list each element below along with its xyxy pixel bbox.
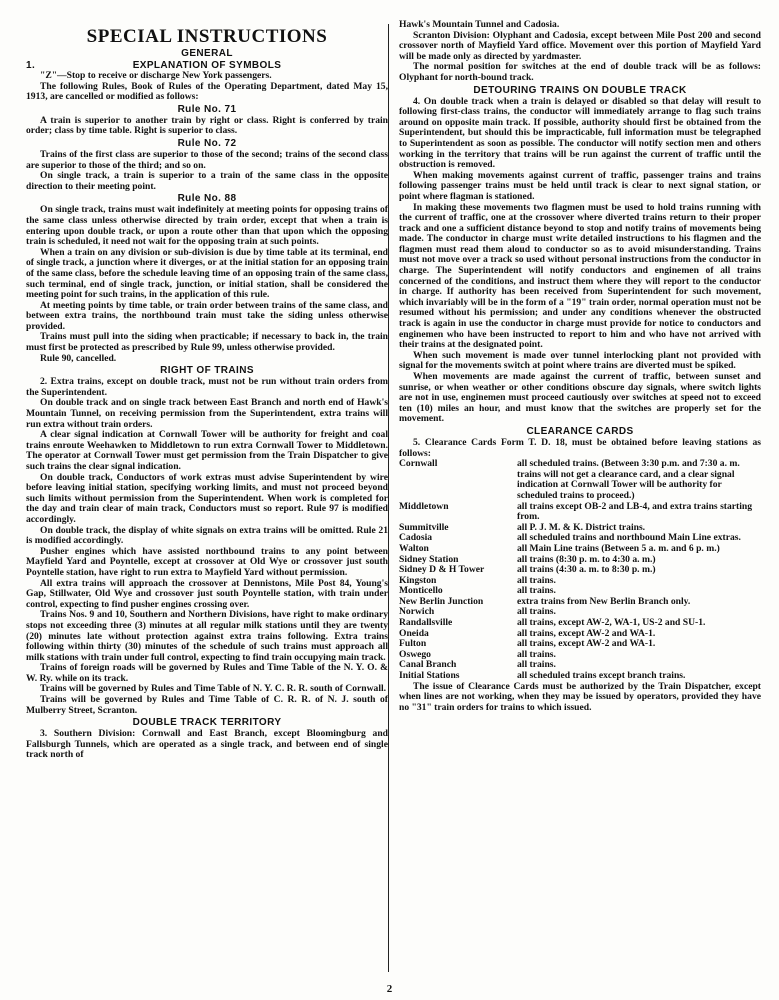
station-name: Kingston	[399, 574, 437, 586]
paragraph: Trains will be governed by Rules and Time Table of C. R. R. of N. J. south of Mulberry Street, Scranton.	[26, 694, 388, 716]
station-instruction: all trains.	[517, 606, 556, 618]
station-instruction: all trains, except AW-2 and WA-1.	[517, 627, 656, 639]
clearance-card-table	[399, 459, 761, 681]
table-row	[399, 544, 761, 555]
station-instruction: all trains.	[517, 648, 556, 660]
station-name: Cornwall	[399, 458, 438, 470]
paragraph: The following Rules, Book of Rules of the Operating Department, dated May 15, 1913, are cancelled or modified as follows:	[26, 80, 388, 103]
paragraph: Pusher engines which have assisted northbound trains to any point between Mayfield Yard and Poyntelle, except at crossover at Old Wye or crossover just south Poyntelle station, have right to run extra to Mayfield Yard without permission.	[26, 545, 388, 578]
paragraph: Hawk's Mountain Tunnel and Cadosia.	[399, 19, 560, 30]
paragraph: The issue of Clearance Cards must be authorized by the Train Dispatcher, except when lines are not working, when they may be issued by operators, provided they have no "31" train orders for trains to which issued.	[399, 680, 761, 713]
section-heading: DOUBLE TRACK TERRITORY	[132, 717, 282, 729]
station-instruction: all scheduled trains and northbound Main Line extras.	[517, 532, 741, 544]
paragraph: On double track and on single track between East Branch and north end of Hawk's Mountain Tunnel, on receiving permission from the Superintendent, extra trains will run extra without train orders.	[26, 397, 388, 430]
general-heading: GENERAL	[181, 48, 233, 59]
section-heading: DETOURING TRAINS ON DOUBLE TRACK	[473, 84, 687, 96]
station-name: Oswego	[399, 648, 431, 660]
table-row	[399, 576, 761, 587]
station-name: Initial Stations	[399, 670, 460, 682]
paragraph: When making movements against current of traffic, passenger trains and trains following passenger trains must be held until track is clear to next signal station, or point where flagman is stationed.	[399, 169, 761, 202]
paragraph: Trains Nos. 9 and 10, Southern and Northern Divisions, have right to make ordinary stops not exceeding three (3) minutes at all regular milk stations until they are twenty (20) minutes late without protection against extra trains following. Extra trains following within thirty (30) minutes of the schedule of such trains must approach all milk stations with train under full control, expecting to find train occupying main track.	[26, 609, 388, 663]
paragraph: On single track, a train is superior to a train of the same class in the opposite direction to their meeting point.	[26, 170, 388, 192]
station-name: Norwich	[399, 606, 435, 618]
station-name: Walton	[399, 542, 429, 554]
station-instruction: all P. J. M. & K. District trains.	[517, 521, 646, 533]
station-name: New Berlin Junction	[399, 595, 484, 607]
station-instruction: all trains.	[517, 585, 556, 597]
paragraph: On double track, the display of white signals on extra trains will be omitted. Rule 21 is modified accordingly.	[26, 524, 388, 547]
station-name: Sidney D & H Tower	[399, 564, 485, 576]
paragraph: 5. Clearance Cards Form T. D. 18, must be obtained before leaving stations as follows:	[399, 436, 761, 459]
station-instruction: all trains (4:30 a. m. to 8:30 p. m.)	[517, 564, 656, 576]
paragraph: 4. On double track when a train is delayed or disabled so that delay will result to following first-class trains, the conductor will immediately arrange to flag such trains around on opposite main track. If possible, authority should first be obtained from the Superintendent, but should this be impracticable, full information must be telegraphed to Superintendent as soon as possible. The conductor will notify section men and others working in the territory that trains will be run against the current of traffic until the obstruction is removed.	[399, 95, 761, 171]
page-number: 2	[386, 983, 393, 995]
station-name: Canal Branch	[399, 659, 457, 671]
paragraph: At meeting points by time table, or train order between trains of the same class, and between extra trains, the northbound train must take the siding unless otherwise provided.	[26, 299, 388, 332]
paragraph: Scranton Division: Olyphant and Cadosia, except between Mile Post 200 and second crossover north of Mayfield Yard office. Movement over this portion of Mayfield Yard will be made only as directed by yardmaster.	[399, 29, 761, 62]
table-row	[399, 502, 761, 523]
station-instruction: all trains, except AW-2, WA-1, US-2 and SU-1.	[517, 617, 706, 629]
station-instruction: all Main Line trains (Between 5 a. m. and 6 p. m.)	[517, 542, 720, 554]
paragraph: When movements are made against the current of traffic, between sunset and sunrise, or when weather or other conditions obscure day signals, where switch lights are not in use, enginemen must proceed cautiously over switches at speed not to exceed ten (10) miles an hour, and must know that the switches are properly set for the movement.	[399, 371, 761, 425]
station-name: Monticello	[399, 585, 443, 597]
station-name: Sidney Station	[399, 553, 459, 565]
station-name: Randallsville	[399, 617, 453, 629]
station-instruction: extra trains from New Berlin Branch only.	[517, 595, 691, 607]
station-instruction: all trains (8:30 p. m. to 4:30 a. m.)	[517, 553, 656, 565]
table-row	[399, 459, 761, 501]
paragraph: Trains of the first class are superior to those of the second; trains of the second class are superior to those of the third; and so on.	[26, 148, 388, 171]
paragraph: All extra trains will approach the crossover at Dennistons, Mile Post 84, Young's Gap, Stillwater, Old Wye and crossover just south Poyntelle station, with train under control, expecting to find pusher engines crossing over.	[26, 577, 388, 610]
station-name: Fulton	[399, 638, 427, 650]
right-column	[399, 20, 761, 713]
symbols-heading: EXPLANATION OF SYMBOLS	[132, 60, 282, 71]
station-instruction: all trains.	[517, 574, 556, 586]
paragraph: "Z"—Stop to receive or discharge New York passengers.	[40, 70, 272, 81]
station-name: Oneida	[399, 627, 429, 639]
paragraph: 2. Extra trains, except on double track, must not be run without train orders from the Superintendent.	[26, 376, 388, 398]
paragraph: Trains must pull into the siding when practicable; if necessary to back in, the train must first be protected as prescribed by Rule 99, unless otherwise provided.	[26, 331, 388, 354]
station-instruction: all trains.	[517, 659, 556, 671]
item-number: 1.	[26, 60, 36, 71]
section-heading: CLEARANCE CARDS	[526, 425, 634, 437]
paragraph: In making these movements two flagmen must be used to hold trains running with the current of traffic, one at the crossover where diverted trains return to their proper track and one a sufficient distance beyond to stop and notify trains of movements being made. The conductor in charge must write detailed instructions to his flagmen and the flagmen must read them aloud to conductor so as to avoid misunderstanding. Trains must not move over a track so used without personal instructions from the conductor in charge. The Superintendent will notify conductors and enginemen of all trains concerned of the conditions, and instruct them where they will report to the conductor in charge. If authority has been received from Superintendent for such movement, which invariably will be in the form of a "19" train order, normal operation must not be resumed without his permission; and under any conditions whenever the obstructed track is again in use the conductor in charge must provide for notice to conductors and enginemen who have been instructed to report to him and who have not arrived with their trains at the designated point.	[399, 201, 761, 351]
page-title: SPECIAL INSTRUCTIONS	[86, 26, 328, 47]
paragraph: Trains will be governed by Rules and Time Table of N. Y. C. R. R. south of Cornwall.	[40, 683, 387, 695]
paragraph: When such movement is made over tunnel interlocking plant not provided with signal for the movements switch at point where trains are diverted must be spiked.	[399, 349, 761, 372]
paragraph: When a train on any division or sub-division is due by time table at its terminal, end of single track, a junction where it diverges, or at the initial station for an opposing train of the same class, before the schedule leaving time of an opposing train of the same class, such terminal, end of single track, junction, or initial station, shall be considered the meeting point for such trains, in the application of this rule.	[26, 246, 388, 301]
station-instruction: all scheduled trains except branch trains.	[517, 670, 686, 682]
paragraph: 3. Southern Division: Cornwall and East Branch, except Bloomingburg and Fallsburgh Tunnels, which are operated as a single track, and between end of single track north of	[26, 728, 388, 761]
station-name: Summitville	[399, 521, 449, 533]
table-row	[399, 639, 761, 650]
paragraph: On double track, Conductors of work extras must advise Superintendent by wire before leaving initial station, specifying working limits, and must not proceed beyond such limits without permission from the Superintendent. When work is completed for the day and train clear of main track, Conductors must so report. Rule 97 is modified accordingly.	[26, 471, 388, 525]
station-instruction: all scheduled trains. (Between 3:30 p.m. and 7:30 a. m. trains will not get a clearance card, and a clear signal indication at Cornwall Tower will be authority for scheduled trains to proceed.)	[517, 458, 740, 501]
station-instruction: all trains except OB-2 and LB-4, and extra trains starting from.	[517, 500, 753, 523]
column-divider	[388, 24, 389, 972]
left-column	[26, 20, 388, 761]
rule-heading: Rule No. 72	[177, 137, 237, 149]
paragraph: A clear signal indication at Cornwall Tower will be authority for freight and coal trains enroute Weehawken to Middletown to run extra Cornwall Tower to Middletown. The operator at Cornwall Tower must get permission from the Train Dispatcher to give such trains the clear signal indication.	[26, 429, 388, 472]
station-instruction: all trains, except AW-2 and WA-1.	[517, 638, 656, 650]
station-name: Middletown	[399, 500, 449, 512]
station-name: Cadosia	[399, 532, 433, 544]
paragraph: The normal position for switches at the end of double track will be as follows: Olyphant for north-bound track.	[399, 61, 761, 83]
paragraph: On single track, trains must wait indefinitely at meeting points for opposing trains of the same class unless otherwise directed by train order, except that when a train is entering upon double track, or upon a route other than that upon which the opposing train is scheduled, it need not wait for the opposing train at such points.	[26, 204, 388, 248]
table-row	[399, 565, 761, 576]
rule-heading: Rule No. 71	[177, 103, 237, 115]
paragraph: Rule 90, cancelled.	[40, 352, 117, 364]
section-heading: RIGHT OF TRAINS	[160, 365, 254, 377]
paragraph: Trains of foreign roads will be governed by Rules and Time Table of the N. Y. O. & W. Ry. while on its track.	[26, 662, 388, 684]
paragraph: A train is superior to another train by right or class. Right is conferred by train order; class by time table. Right is superior to class.	[26, 114, 388, 137]
rule-heading: Rule No. 88	[177, 193, 237, 205]
table-row	[399, 597, 761, 608]
